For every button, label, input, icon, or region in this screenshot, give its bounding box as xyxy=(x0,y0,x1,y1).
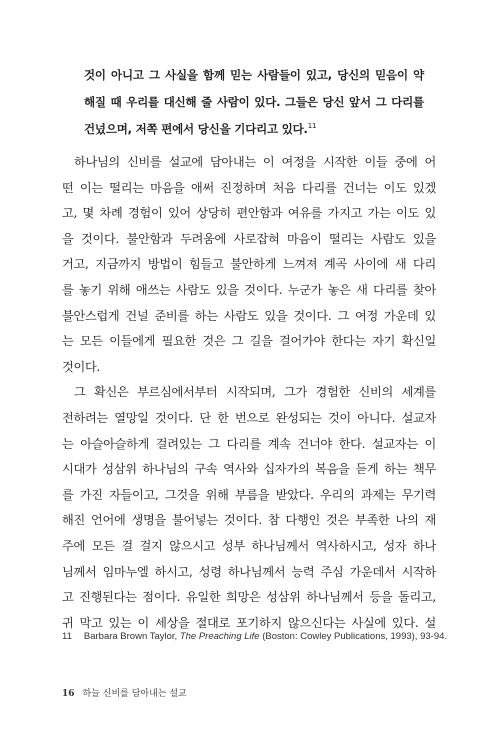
paragraph-line: 주에 모든 걸 걸지 않으시고 성부 하나님께서 역사하시고, 성자 하나 xyxy=(62,538,436,553)
body-text xyxy=(62,150,436,636)
paragraph-line: 귀 막고 있는 이 세상을 절대로 포기하지 않으신다는 사실에 있다. 설 xyxy=(62,615,436,630)
running-title: 하늘 신비를 담아내는 설교 xyxy=(82,689,187,699)
block-quote xyxy=(84,62,424,143)
footnote-number: 11 xyxy=(62,631,72,642)
footnote-reference[interactable]: 11 xyxy=(307,122,317,131)
quote-line: 해질 때 우리를 대신해 줄 사람이 있다. 그들은 당신 앞서 그 다리를 xyxy=(84,95,424,109)
paragraph-line: 그 확신은 부르심에서부터 시작되며, 그가 경험한 신비의 세계를 xyxy=(74,385,436,400)
paragraph-line: 하나님의 신비를 설교에 담아내는 이 여정을 시작한 이들 중에 어 xyxy=(74,155,436,169)
paragraph-line: 시대가 성삼위 하나님의 구속 역사와 십자가의 복음을 듣게 하는 책무 xyxy=(62,462,436,477)
page-number: 16 xyxy=(62,689,75,699)
paragraph-line: 를 가진 자들이고, 그것을 위해 부름을 받았다. 우리의 과제는 무기력 xyxy=(62,487,436,502)
quote-line-text: 건넜으며, 저쪽 편에서 당신을 기다리고 있다. xyxy=(84,122,308,136)
page-footer xyxy=(62,686,187,699)
paragraph-line: 는 아슬아슬하게 걸려있는 그 다리를 계속 건너야 한다. 설교자는 이 xyxy=(62,436,436,451)
paragraph-line: 를 놓기 위해 애쓰는 사람도 있을 것이다. 누군가 놓은 새 다리를 찾아 xyxy=(62,282,436,297)
paragraph-line: 거고, 지금까지 방법이 힘들고 불안하게 느껴져 계곡 사이에 새 다리 xyxy=(62,257,436,272)
paragraph-2 xyxy=(62,380,436,636)
footnote-details: (Boston: Cowley Publications, 1993), 93-94. xyxy=(259,631,448,642)
paragraph-line: 것이다. xyxy=(62,359,100,374)
paragraph-line: 고, 몇 차례 경험이 있어 상당히 편안함과 여유를 가지고 가는 이도 있 xyxy=(62,206,436,221)
paragraph-line: 을 것이다. 불안함과 두려움에 사로잡혀 마음이 떨리는 사람도 있을 xyxy=(62,231,436,246)
paragraph-1 xyxy=(62,150,436,380)
paragraph-line: 불안스럽게 건널 준비를 하는 사람도 있을 것이다. 그 여정 가운데 있 xyxy=(62,308,436,323)
paragraph-line: 해진 언어에 생명을 불어넣는 것이다. 참 다행인 것은 부족한 나의 재 xyxy=(62,513,436,528)
quote-line: 것이 아니고 그 사실을 함께 믿는 사람들이 있고, 당신의 믿음이 약 xyxy=(84,68,424,82)
paragraph-line: 는 모든 이들에게 필요한 것은 그 길을 걸어가야 한다는 자기 확신일 xyxy=(62,334,436,349)
quote-line-last xyxy=(84,116,424,143)
paragraph-line: 전하려는 열망일 것이다. 단 한 번으로 완성되는 것이 아니다. 설교자 xyxy=(62,410,436,425)
footnote-author: Barbara Brown Taylor, xyxy=(83,631,180,642)
paragraph-line: 떤 이는 떨리는 마음을 애써 진정하며 처음 다리를 건너는 이도 있겠 xyxy=(62,180,436,195)
footnote xyxy=(62,631,447,642)
paragraph-line: 고 진행된다는 점이다. 유일한 희망은 성삼위 하나님께서 등을 돌리고, xyxy=(62,590,436,605)
paragraph-line: 님께서 임마누엘 하시고, 성령 하나님께서 능력 주심 가운데서 시작하 xyxy=(62,564,436,579)
footnote-title: The Preaching Life xyxy=(179,631,260,642)
